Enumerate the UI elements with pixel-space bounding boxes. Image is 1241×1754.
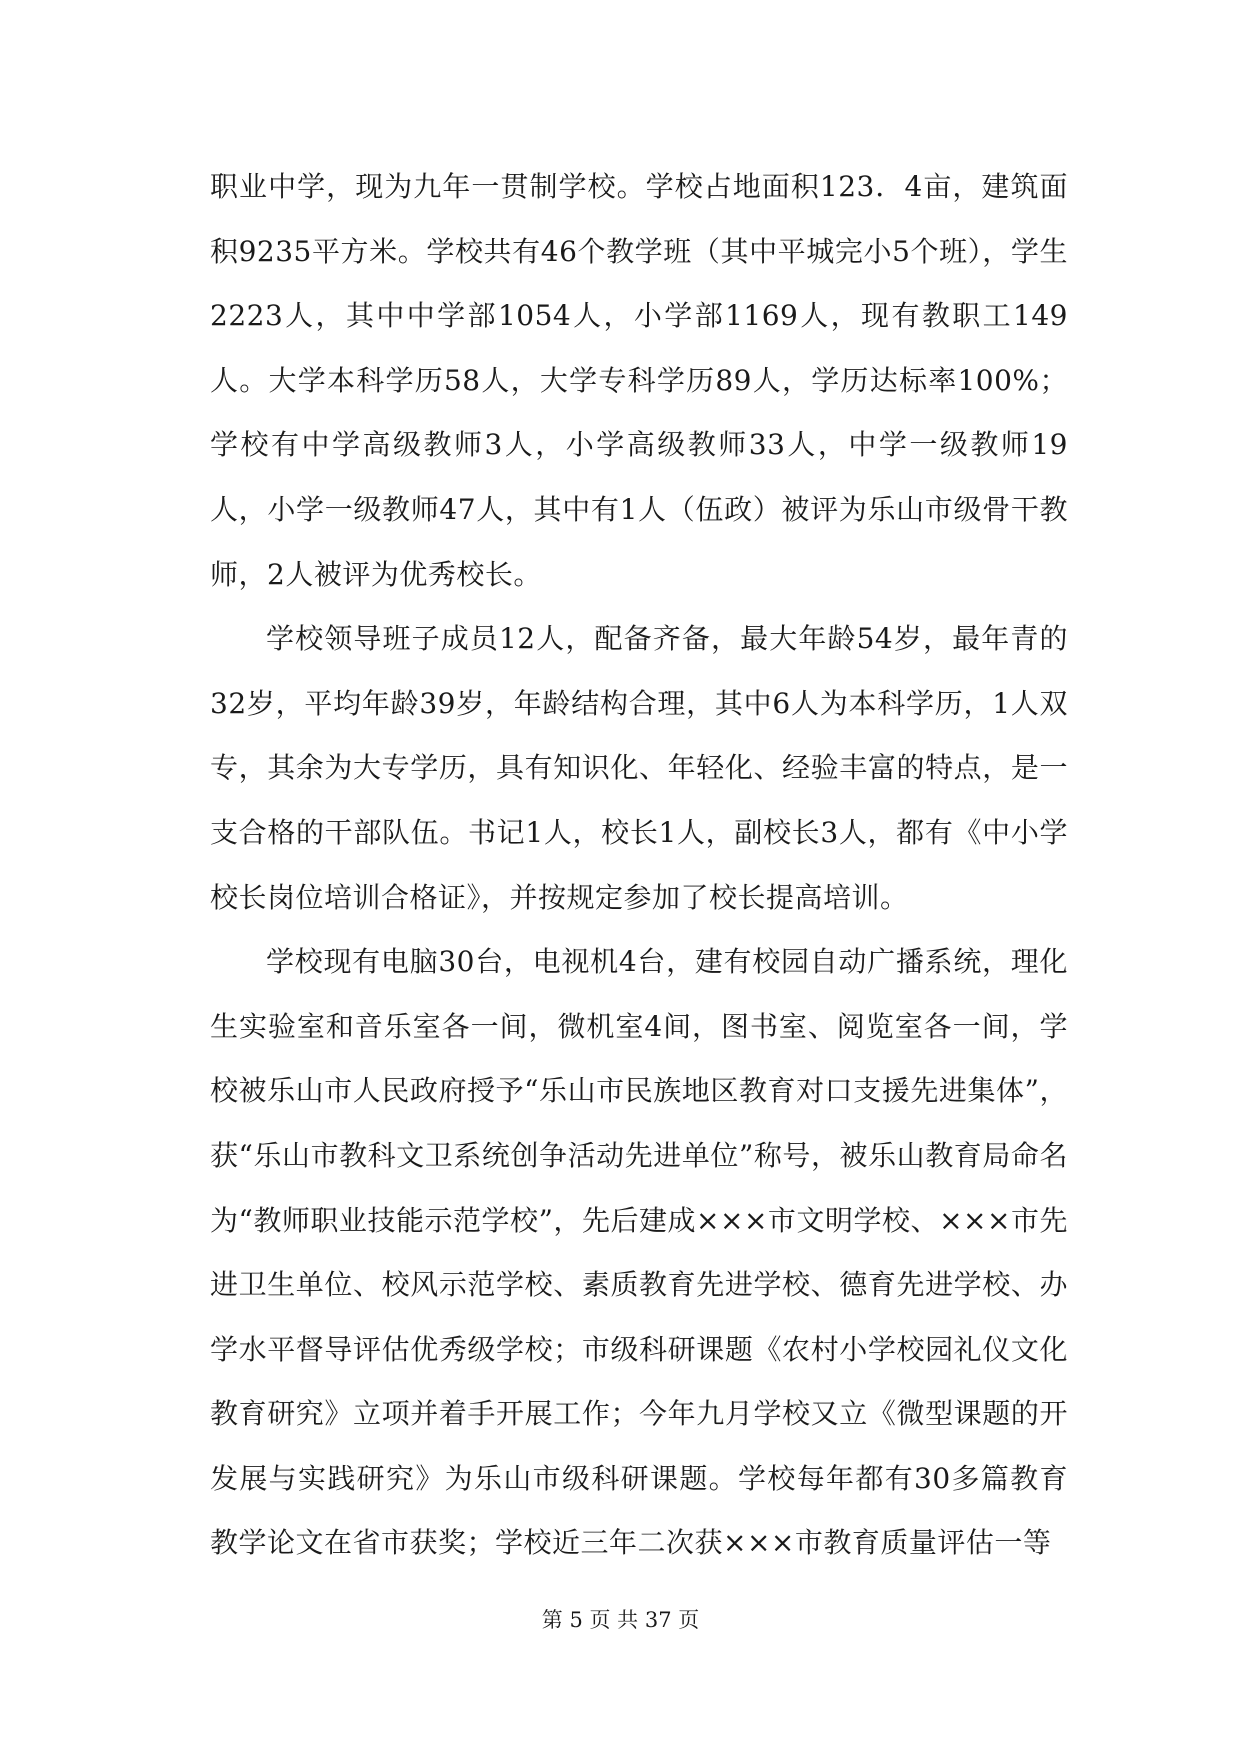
paragraph-school-overview: 职业中学，现为九年一贯制学校。学校占地面积123．4亩，建筑面积9235平方米。学校共有46个教学班（其中平城完小5个班），学生2223人，其中中学部1054人，小学部1169人，现有教职工149人。大学本科学历58人，大学专科学历89人，学历达标率100%；学校有中学高级教师3人，小学高级教师33人，中学一级教师19人，小学一级教师47人，其中有1人（伍政）被评为乐山市级骨干教师，2人被评为优秀校长。 bbox=[210, 170, 1068, 591]
document-body bbox=[210, 155, 1068, 1576]
page-number-footer: 第 5 页 共 37 页 bbox=[541, 1608, 700, 1632]
paragraph-facilities-honors: 学校现有电脑30台，电视机4台，建有校园自动广播系统，理化生实验室和音乐室各一间，微机室4间，图书室、阅览室各一间，学校被乐山市人民政府授予“乐山市民族地区教育对口支援先进集体”，获“乐山市教科文卫系统创争活动先进单位”称号，被乐山教育局命名为“教师职业技能示范学校”，先后建成×××市文明学校、×××市先进卫生单位、校风示范学校、素质教育先进学校、德育先进学校、办学水平督导评估优秀级学校；市级科研课题《农村小学校园礼仪文化教育研究》立项并着手开展工作；今年九月学校又立《微型课题的开发展与实践研究》为乐山市级科研课题。学校每年都有30多篇教育教学论文在省市获奖；学校近三年二次获×××市教育质量评估一等 bbox=[210, 945, 1068, 1560]
paragraph-leadership-team: 学校领导班子成员12人，配备齐备，最大年龄54岁，最年青的32岁，平均年龄39岁，年龄结构合理，其中6人为本科学历，1人双专，其余为大专学历，具有知识化、年轻化、经验丰富的特点，是一支合格的干部队伍。书记1人，校长1人，副校长3人，都有《中小学校长岗位培训合格证》，并按规定参加了校长提高培训。 bbox=[210, 622, 1068, 914]
